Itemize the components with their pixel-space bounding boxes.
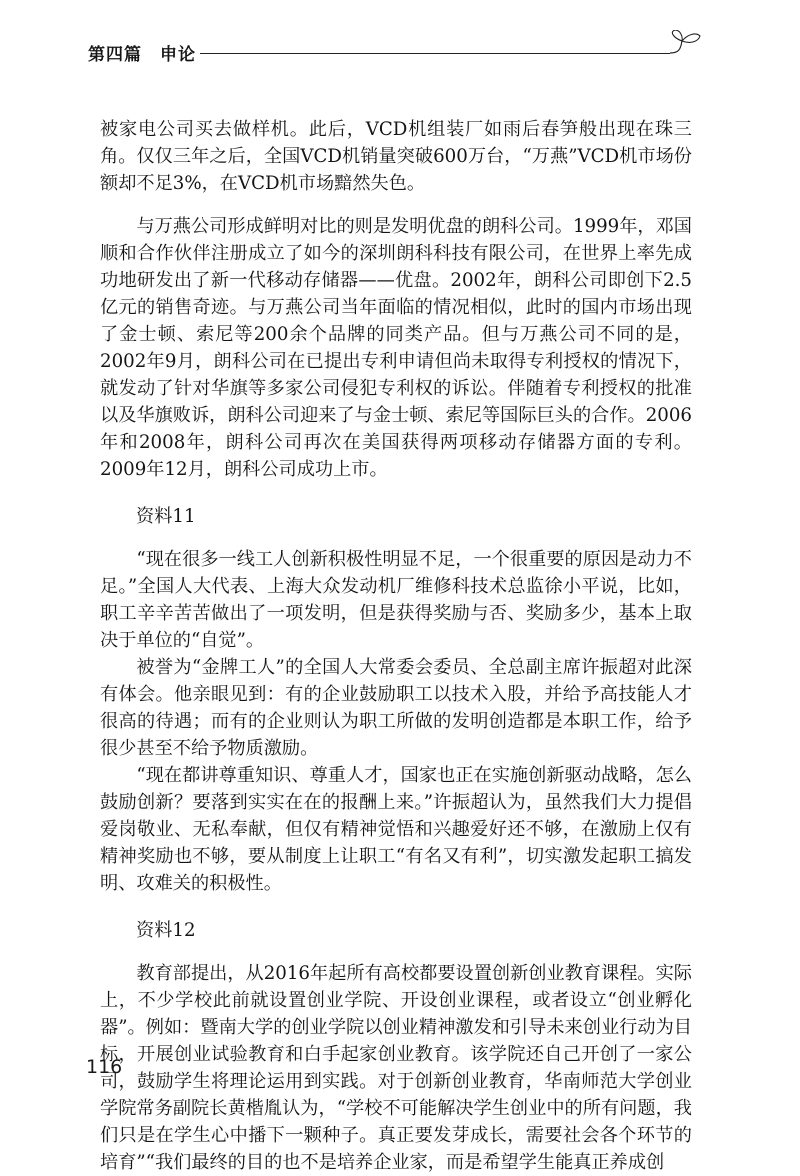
section-title: 第四篇 申论 (88, 45, 196, 65)
paragraph-11-1: “现在很多一线工人创新积极性明显不足，一个很重要的原因是动力不足。”全国人大代表、上海大众发动机厂维修科技术总监徐小平说，比如，职工辛辛苦苦做出了一项发明，但是获得奖励与否、奖励多少，基本上取决于单位的“自觉”。 (100, 549, 692, 651)
paragraph-11-2: 被誉为“金牌工人”的全国人大常委会委员、全总副主席许振超对此深有体会。他亲眼见到：有的企业鼓励职工以技术入股，并给予高技能人才很高的待遇；而有的企业则认为职工所做的发明创造都是本职工作，给予很少甚至不给予物质激励。 (100, 657, 692, 759)
header-rule (200, 53, 670, 54)
paragraph-netac: 与万燕公司形成鲜明对比的则是发明优盘的朗科公司。1999年，邓国顺和合作伙伴注册成立了如今的深圳朗科科技有限公司，在世界上率先成功地研发出了新一代移动存储器——优盘。2002年，朗科公司即创下2.5亿元的销售奇迹。与万燕公司当年面临的情况相似，此时的国内市场出现了金士顿、索尼等200余个品牌的同类产品。但与万燕公司不同的是，2002年9月，朗科公司在已提出专利申请但尚未取得专利授权的情况下，就发动了针对华旗等多家公司侵犯专利权的诉讼。伴随着专利授权的批准以及华旗败诉，朗科公司迎来了与金士顿、索尼等国际巨头的合作。2006年和2008年，朗科公司再次在美国获得两项移动存储器方面的专利。2009年12月，朗科公司成功上市。 (100, 216, 692, 480)
page-header (88, 30, 714, 70)
section-label-12: 资料12 (136, 920, 196, 941)
page-body (100, 116, 692, 1176)
section-label-11: 资料11 (136, 506, 196, 527)
page-number: 116 (86, 1056, 123, 1078)
paragraph-vcd: 被家电公司买去做样机。此后，VCD机组装厂如雨后春笋般出现在珠三角。仅仅三年之后，全国VCD机销量突破600万台，“万燕”VCD机市场份额却不足3%，在VCD机市场黯然失色。 (100, 119, 692, 194)
paragraph-12-1: 教育部提出，从2016年起所有高校都要设置创新创业教育课程。实际上，不少学校此前就设置创业学院、开设创业课程，或者设立“创业孵化器”。例如：暨南大学的创业学院以创业精神激发和引导未来创业行动为目标，开展创业试验教育和白手起家创业教育。该学院还自己开创了一家公司，鼓励学生将理论运用到实践。对于创新创业教育，华南师范大学创业学院常务副院长黄楷胤认为，“学校不可能解决学生创业中的所有问题，我们只是在学生心中播下一颗种子。真正要发芽成长，需要社会各个环节的培育”“我们最终的目的也不是培养企业家，而是希望学生能真正养成创 (100, 963, 692, 1173)
paragraph-11-3: “现在都讲尊重知识、尊重人才，国家也正在实施创新驱动战略，怎么鼓励创新？要落到实实在在的报酬上来。”许振超认为，虽然我们大力提倡爱岗敬业、无私奉献，但仅有精神觉悟和兴趣爱好还不够，在激励上仅有精神奖励也不够，要从制度上让职工“有名又有利”，切实激发起职工搞发明、攻难关的积极性。 (100, 765, 692, 894)
sprout-icon (660, 30, 708, 70)
